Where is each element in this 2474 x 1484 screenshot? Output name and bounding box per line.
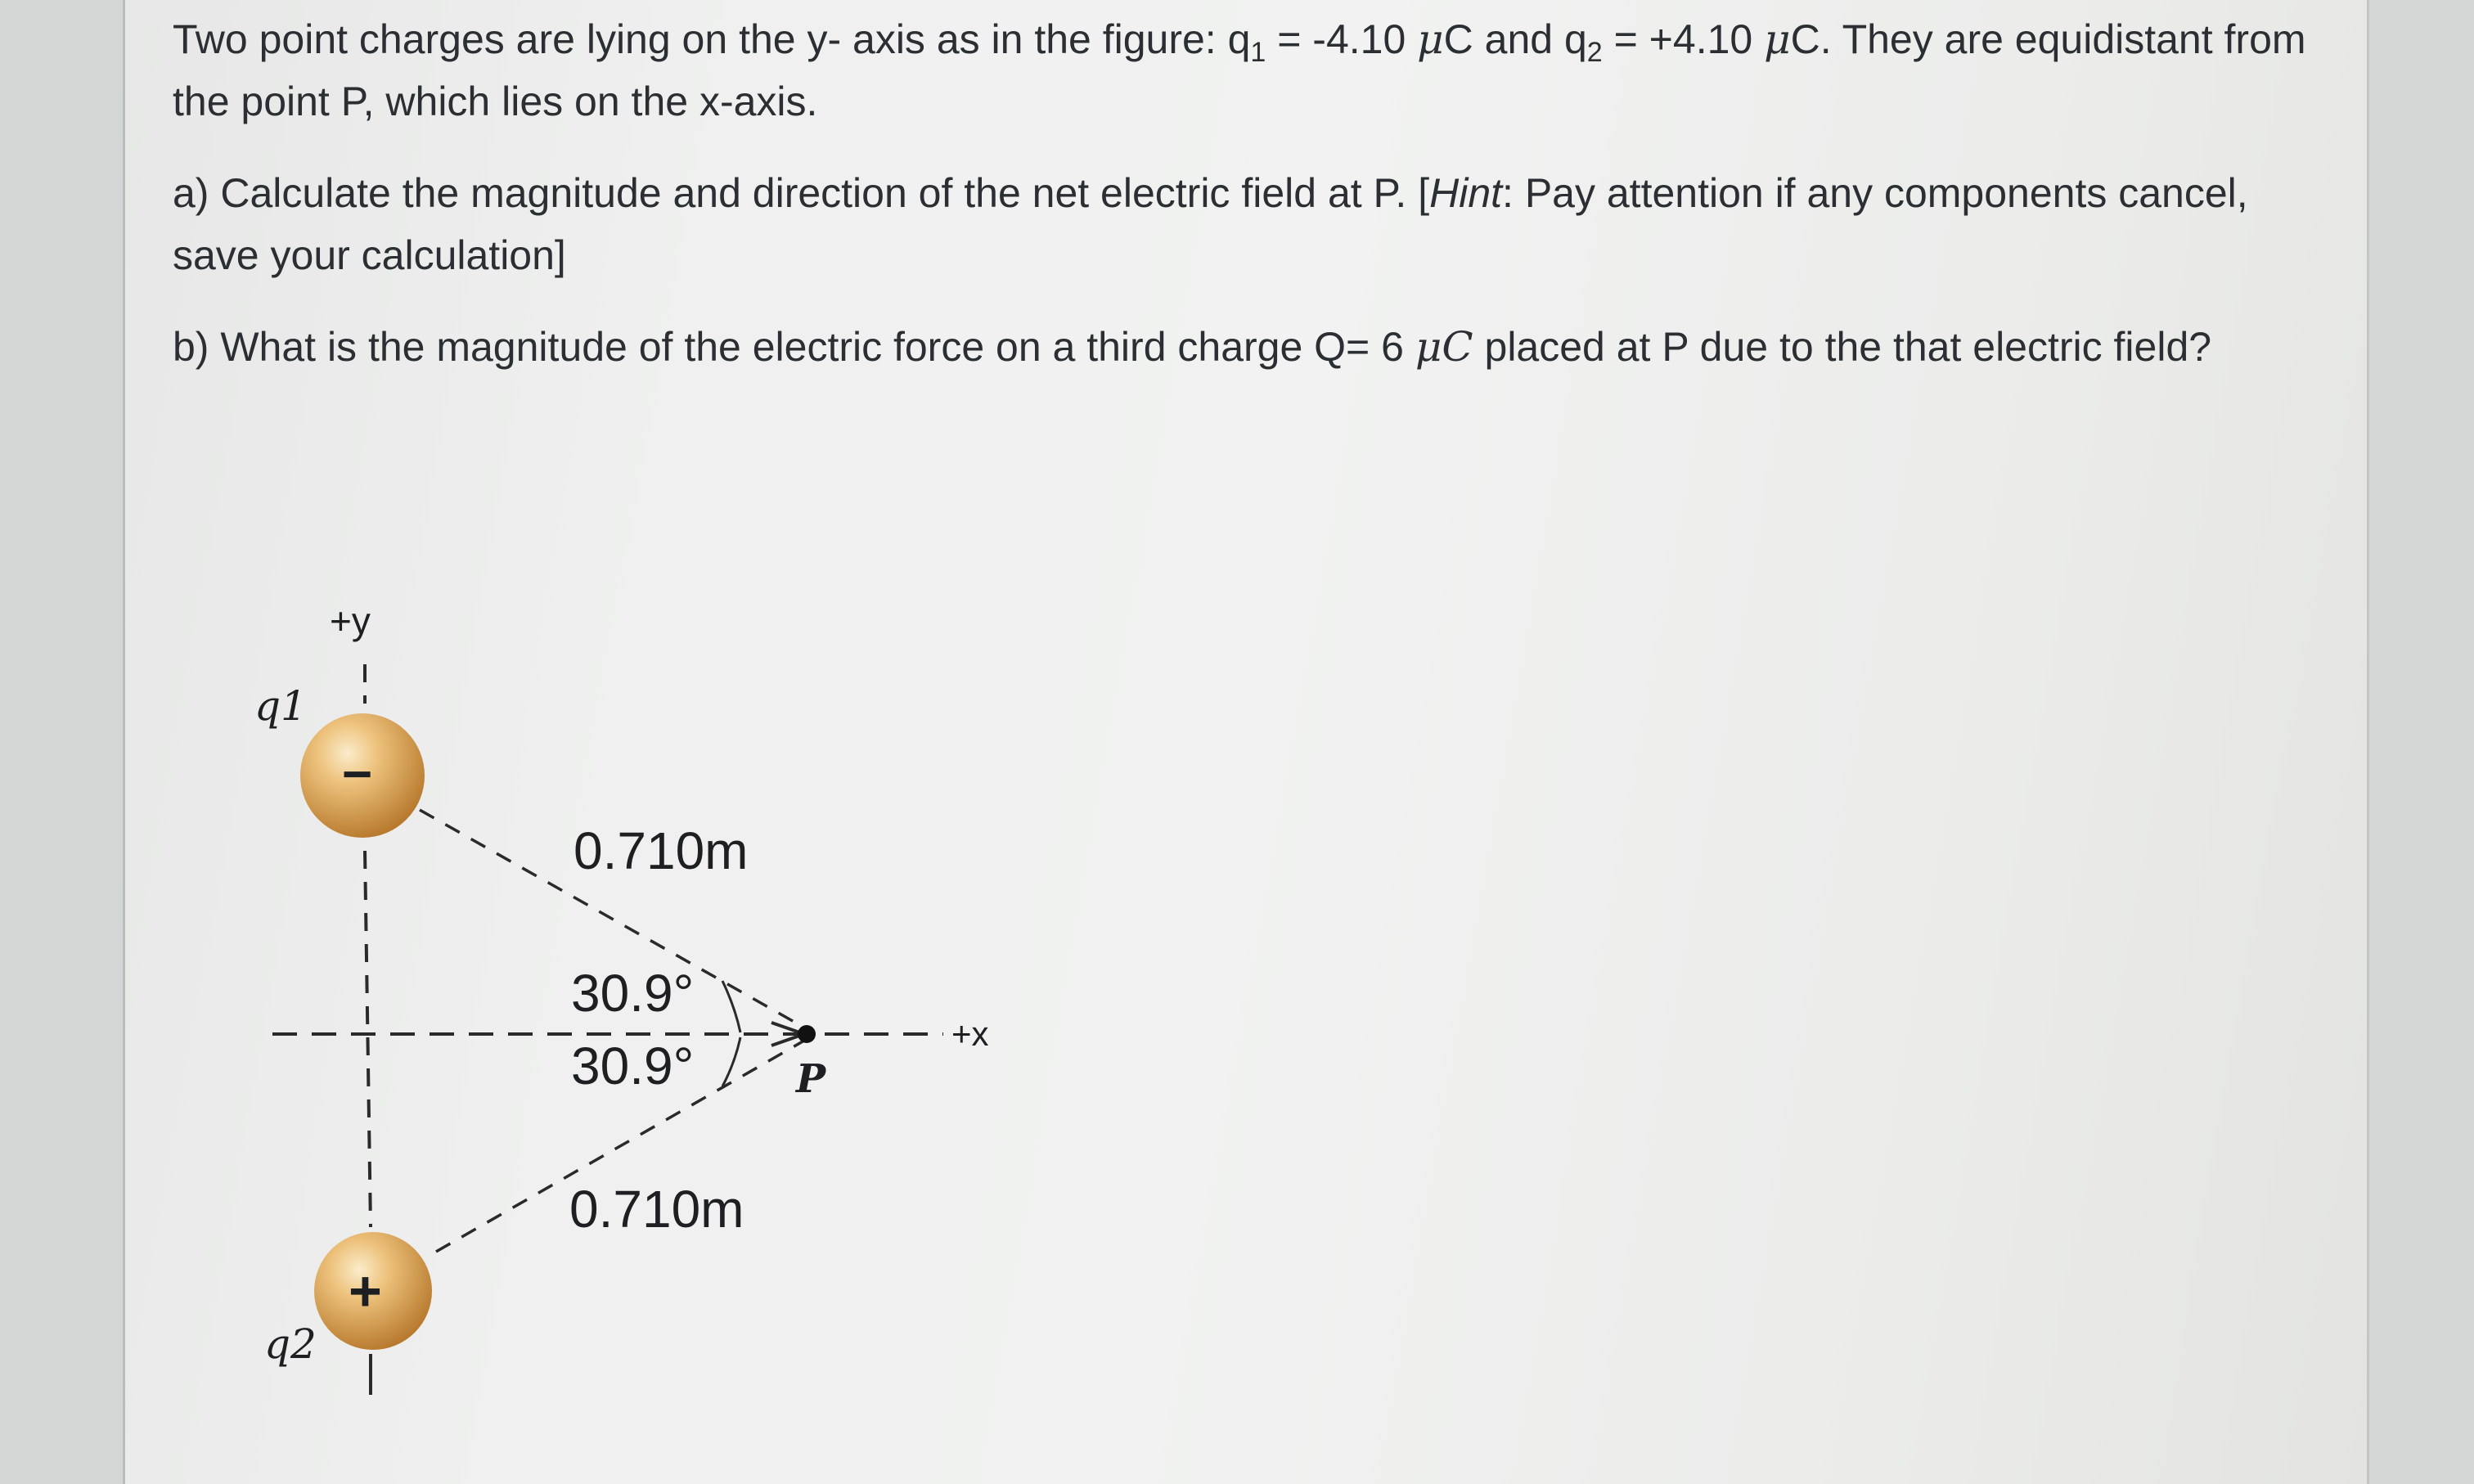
intro-text-e: C. They are equidistant from the point P, which lies on the x-axis. (173, 16, 2306, 124)
label-plus-x: +x (951, 1014, 989, 1053)
label-q1: q1 (254, 682, 307, 730)
hint-word: Hint (1429, 170, 1503, 216)
mu-symbol-1: μ (1417, 16, 1444, 63)
distance-top-label: 0.710m (574, 821, 749, 880)
label-plus-y: +y (330, 600, 371, 642)
part-a-prefix: a) Calculate the magnitude and direction of the net electric field at P. [ (173, 170, 1430, 216)
charge2-sign: + (349, 1259, 382, 1323)
mu-symbol-2: μ (1764, 16, 1791, 63)
point-p-dot (798, 1025, 816, 1043)
intro-text-b: = -4.10 (1266, 16, 1418, 62)
intro-text-a: Two point charges are lying on the y- axis as in the figure: q (173, 16, 1251, 62)
subscript-2: 2 (1586, 37, 1603, 68)
angle-arc-bottom (722, 1037, 740, 1086)
y-axis-line-mid (365, 851, 371, 1227)
intro-text-c: C and q (1443, 16, 1587, 62)
charge-diagram-svg (125, 0, 2367, 1484)
part-b-suffix: placed at P due to the that electric field? (1473, 324, 2212, 370)
part-a-suffix: : Pay attention if any components cancel, save your calculation] (173, 170, 2248, 278)
point-p-label: P (796, 1056, 826, 1102)
part-b-prefix: b) What is the magnitude of the electric force on a third charge Q= 6 (173, 324, 1415, 370)
angle-top-label: 30.9° (571, 964, 695, 1023)
distance-bottom-label: 0.710m (569, 1180, 744, 1239)
angle-bottom-label: 30.9° (571, 1037, 695, 1095)
document-page (123, 0, 2369, 1484)
intro-text-d: = +4.10 (1602, 16, 1765, 62)
charge1-sign: − (342, 744, 373, 803)
charge-diagram (125, 0, 2367, 1484)
charge-unit: μC (1415, 323, 1473, 371)
subscript-1: 1 (1250, 37, 1266, 68)
label-q2: q2 (264, 1320, 317, 1368)
